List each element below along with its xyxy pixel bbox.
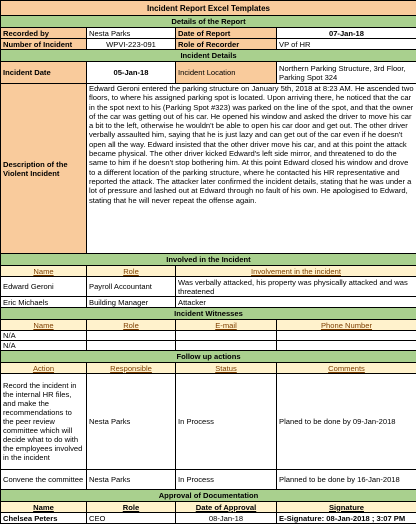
table-row xyxy=(1,513,416,524)
incident-number-label: Number of Incident xyxy=(1,39,87,50)
follow-header-comments: Comments xyxy=(277,363,416,374)
follow-cell[interactable]: In Process xyxy=(176,470,277,490)
approval-header-date: Date of Approval xyxy=(176,502,277,513)
page-title: Incident Report Excel Templates xyxy=(1,1,416,16)
approval-cell[interactable]: CEO xyxy=(87,513,176,524)
table-row xyxy=(1,374,416,470)
date-of-report-label: Date of Report xyxy=(176,28,277,39)
witness-header-email: E-mail xyxy=(176,320,277,331)
follow-header-action: Action xyxy=(1,363,87,374)
description-value[interactable]: Edward Geroni entered the parking structure on January 5th, 2018 at 8:23 AM. He ascended two floors, to where his assigned parking spot is located. Upon arriving there, he noticed that the car in the spot next to his (Parking Spot #323) was parked on the line of the spot, and that the owner of the car was getting out of his car. He opened his window and asked the driver to move his car a bit to the left, otherwise he wouldn't be able to open his car door and get out. The other driver verbally assaulted him, saying that he is just lazy and can get out of the car even if he doesn't open all the way. Edward insisted that the other driver move his car, and at this point the attack became physical. The other driver kicked Edward's left side mirror, and threatened to do the same to him if he doesn't stop bothering him. At this point Edward closed his window and drove to a different location of the parking structure, where he contacted his HR representative and reported the attack. The attacker later confirmed the incident details, stating that he was under a lot of pressure and lashed out at Edward through no fault of his own. He apologised to Edward, stating that he will never repeat the offense again. xyxy=(87,84,416,254)
section-approval: Approval of Documentation xyxy=(1,490,416,502)
involved-header-involvement: Involvement in the incident xyxy=(176,266,416,277)
approval-cell[interactable]: 08-Jan-18 xyxy=(176,513,277,524)
follow-cell[interactable]: Nesta Parks xyxy=(87,470,176,490)
follow-cell[interactable]: Planned to be done by 16-Jan-2018 xyxy=(277,470,416,490)
witness-cell[interactable]: N/A xyxy=(1,331,87,341)
involved-header-name: Name xyxy=(1,266,87,277)
approval-header-name: Name xyxy=(1,502,87,513)
approval-cell[interactable]: Chelsea Peters xyxy=(1,513,87,524)
witness-cell[interactable] xyxy=(176,331,277,341)
incident-location-value[interactable]: Northern Parking Structure, 3rd Floor, Parking Spot 324 xyxy=(277,62,416,84)
section-details: Details of the Report xyxy=(1,16,416,28)
table-row xyxy=(1,297,416,308)
involved-cell[interactable]: Edward Geroni xyxy=(1,277,87,297)
follow-cell[interactable]: Convene the committee xyxy=(1,470,87,490)
incident-number-value[interactable]: WPVI-223-091 xyxy=(87,39,176,50)
description-label: Description of the Violent Incident xyxy=(1,84,87,254)
involved-cell[interactable]: Eric Michaels xyxy=(1,297,87,308)
follow-header-responsible: Responsible xyxy=(87,363,176,374)
witness-cell[interactable] xyxy=(87,341,176,351)
table-row xyxy=(1,331,416,341)
table-row xyxy=(1,277,416,297)
follow-cell[interactable]: Record the incident in the internal HR files, and make the recommendations to the peer review committee which will decide what to do with the employees involved in the incident xyxy=(1,374,87,470)
approval-header-signature: Signature xyxy=(277,502,416,513)
witness-header-name: Name xyxy=(1,320,87,331)
role-of-recorder-label: Role of Recorder xyxy=(176,39,277,50)
section-incident-details: Incident Details xyxy=(1,50,416,62)
involved-header-role: Role xyxy=(87,266,176,277)
witness-cell[interactable] xyxy=(176,341,277,351)
table-row xyxy=(1,470,416,490)
incident-location-label: Incident Location xyxy=(176,62,277,84)
role-of-recorder-value[interactable]: VP of HR xyxy=(277,39,416,50)
witness-header-phone: Phone Number xyxy=(277,320,416,331)
involved-cell[interactable]: Payroll Accountant xyxy=(87,277,176,297)
table-row xyxy=(1,341,416,351)
section-involved: Involved in the Incident xyxy=(1,254,416,266)
follow-cell[interactable]: Planed to be done by 09-Jan-2018 xyxy=(277,374,416,470)
involved-cell[interactable]: Attacker xyxy=(176,297,416,308)
date-of-report-value[interactable]: 07-Jan-18 xyxy=(277,28,416,39)
involved-cell[interactable]: Was verbally attacked, his property was physically attacked and was threatened xyxy=(176,277,416,297)
witness-header-role: Role xyxy=(87,320,176,331)
approval-header-role: Role xyxy=(87,502,176,513)
recorded-by-label: Recorded by xyxy=(1,28,87,39)
section-witnesses: Incident Witnesses xyxy=(1,308,416,320)
witness-cell[interactable]: N/A xyxy=(1,341,87,351)
incident-date-label: Incident Date xyxy=(1,62,87,84)
involved-cell[interactable]: Building Manager xyxy=(87,297,176,308)
follow-header-status: Status xyxy=(176,363,277,374)
witness-cell[interactable] xyxy=(277,341,416,351)
recorded-by-value[interactable]: Nesta Parks xyxy=(87,28,176,39)
witness-cell[interactable] xyxy=(277,331,416,341)
follow-cell[interactable]: Nesta Parks xyxy=(87,374,176,470)
incident-date-value[interactable]: 05-Jan-18 xyxy=(87,62,176,84)
follow-cell[interactable]: In Process xyxy=(176,374,277,470)
witness-cell[interactable] xyxy=(87,331,176,341)
section-follow-up: Follow up actions xyxy=(1,351,416,363)
approval-cell[interactable]: E-Signature: 08-Jan-2018 ; 3:07 PM xyxy=(277,513,416,524)
